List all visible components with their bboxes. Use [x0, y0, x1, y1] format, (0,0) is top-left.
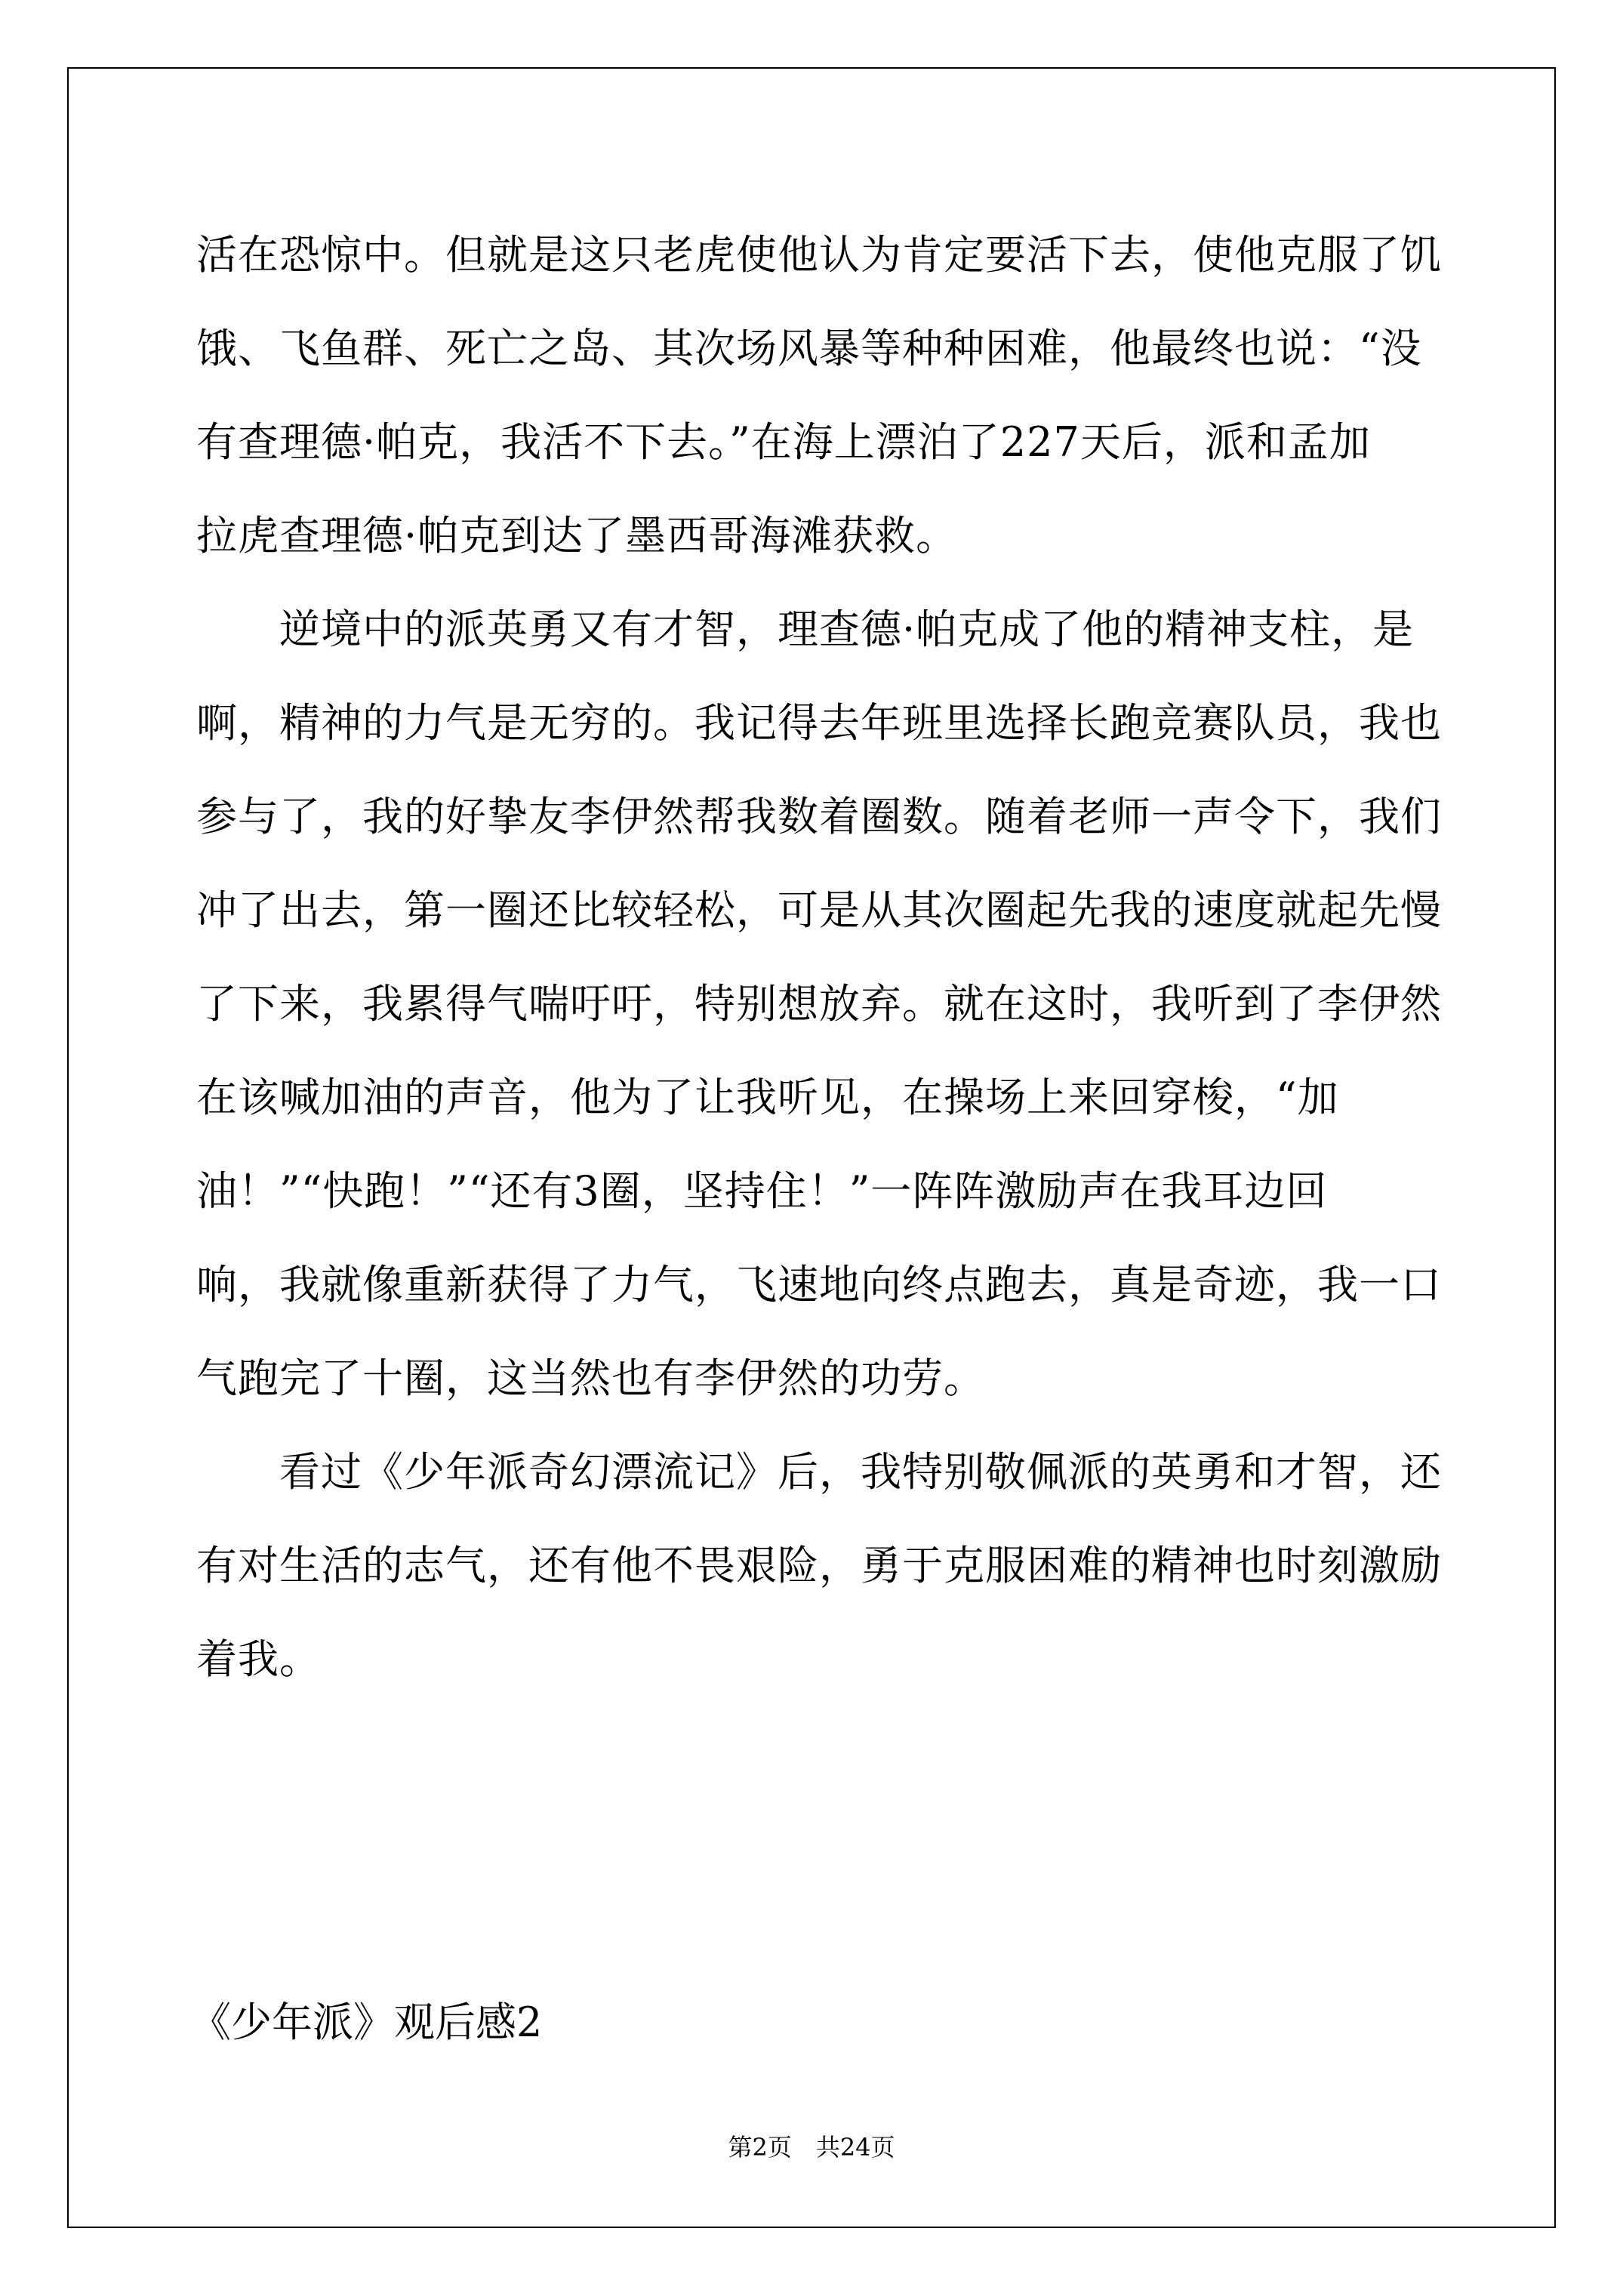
text-line: 油！”“快跑！”“还有3圈，坚持住！”一阵阵激励声在我耳边回	[196, 1167, 1328, 1215]
text-line: 看过《少年派奇幻漂流记》后，我特别敬佩派的英勇和才智，还	[196, 1448, 1442, 1496]
text-line: 逆境中的派英勇又有才智，理查德·帕克成了他的精神支柱，是	[196, 606, 1415, 653]
section-heading: 《少年派》观后感2	[190, 1999, 543, 2046]
body-text	[196, 208, 1442, 1706]
page-footer: 第2页 共24页	[728, 2133, 895, 2162]
text-line: 在该喊加油的声音，他为了让我听见，在操场上来回穿梭，“加	[196, 1074, 1339, 1121]
text-line: 啊，精神的力气是无穷的。我记得去年班里选择长跑竞赛队员，我也	[196, 699, 1442, 747]
text-line: 有查理德·帕克，我活不下去。”在海上漂泊了227天后，派和孟加	[196, 418, 1371, 466]
text-line: 饿、飞鱼群、死亡之岛、其次场风暴等种种困难，他最终也说：“没	[196, 325, 1422, 372]
text-line: 气跑完了十圈，这当然也有李伊然的功劳。	[196, 1354, 985, 1402]
text-line: 着我。	[196, 1635, 321, 1683]
text-line: 响，我就像重新获得了力气，飞速地向终点跑去，真是奇迹，我一口	[196, 1261, 1442, 1308]
text-line: 参与了，我的好挚友李伊然帮我数着圈数。随着老师一声令下，我们	[196, 793, 1442, 840]
text-line: 冲了出去，第一圈还比较轻松，可是从其次圈起先我的速度就起先慢	[196, 886, 1442, 934]
text-line: 了下来，我累得气喘吁吁，特别想放弃。就在这时，我听到了李伊然	[196, 980, 1442, 1028]
text-line: 有对生活的志气，还有他不畏艰险，勇于克服困难的精神也时刻激励	[196, 1542, 1442, 1589]
text-line: 活在恐惊中。但就是这只老虎使他认为肯定要活下去，使他克服了饥	[196, 231, 1442, 279]
text-line: 拉虎查理德·帕克到达了墨西哥海滩获救。	[196, 512, 958, 559]
